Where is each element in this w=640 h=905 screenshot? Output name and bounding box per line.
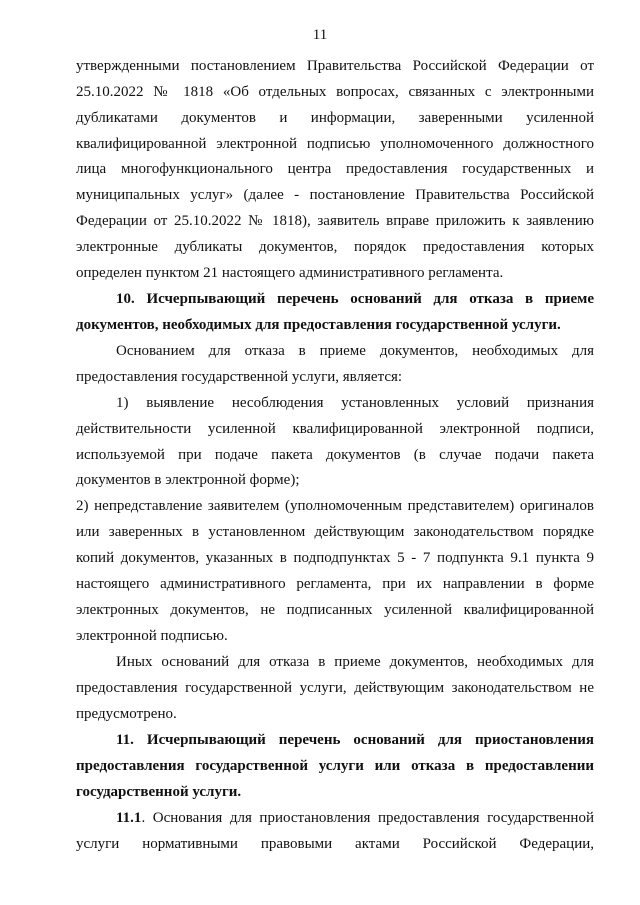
text-line: электронных документов, не подписанных усиленной квалифицированной xyxy=(76,602,594,618)
text-line: Федерации от 25.10.2022 № 1818), заявитель вправе приложить к заявлению xyxy=(76,213,594,229)
section-11-heading: государственной услуги. xyxy=(76,784,242,800)
section-11-heading: предоставления государственной услуги или отказа в предоставлении xyxy=(76,758,594,774)
text-line: услуги нормативными правовыми актами Российской Федерации, xyxy=(76,836,594,852)
page-number: 11 xyxy=(312,27,328,43)
section-10-heading: документов, необходимых для предоставления государственной услуги. xyxy=(76,317,561,333)
text-line: электронные дубликаты документов, порядок предоставления которых xyxy=(76,239,594,255)
text-line: копий документов, указанных в подподпунктах 5 - 7 подпункта 9.1 пункта 9 xyxy=(76,550,594,566)
text-line: или заверенных в установленном действующим законодательством порядке xyxy=(76,524,594,540)
text-line: Основанием для отказа в приеме документов, необходимых для xyxy=(116,343,594,359)
text-line: электронной подписью. xyxy=(76,628,228,644)
text-line: настоящего административного регламента, при их направлении в форме xyxy=(76,576,594,592)
text-line: предоставления государственной услуги, действующим законодательством не xyxy=(76,680,594,696)
text-line: предусмотрено. xyxy=(76,706,177,722)
section-10-heading: 10. Исчерпывающий перечень оснований для отказа в приеме xyxy=(116,291,594,307)
text-line: действительности усиленной квалифицированной электронной подписи, xyxy=(76,421,594,437)
text-line: квалифицированной электронной подписью уполномоченного должностного xyxy=(76,136,594,152)
text-line: лица многофункционального центра предоставления государственных и xyxy=(76,161,594,177)
subsection-11-1 xyxy=(116,809,594,827)
section-11-heading: 11. Исчерпывающий перечень оснований для приостановления xyxy=(116,732,594,748)
text-line: используемой при подаче пакета документов (в случае подачи пакета xyxy=(76,447,594,463)
text-line: утвержденными постановлением Правительства Российской Федерации от xyxy=(76,58,594,74)
text-line: предоставления государственной услуги, является: xyxy=(76,369,403,385)
list-item-1: 1) выявление несоблюдения установленных условий признания xyxy=(116,395,594,411)
text-line: документов в электронной форме); xyxy=(76,472,300,488)
text-line: дубликатами документов и информации, заверенными усиленной xyxy=(76,110,594,126)
list-item-2: 2) непредставление заявителем (уполномоченным представителем) оригиналов xyxy=(76,498,594,514)
text-line: Иных оснований для отказа в приеме документов, необходимых для xyxy=(116,654,594,670)
text-line: . Основания для приостановления предоставления государственной xyxy=(141,810,594,826)
subsection-number: 11.1 xyxy=(116,810,142,826)
text-line: определен пунктом 21 настоящего административного регламента. xyxy=(76,265,504,281)
text-line: муниципальных услуг» (далее - постановление Правительства Российской xyxy=(76,187,594,203)
text-line: 25.10.2022 № 1818 «Об отдельных вопросах, связанных с электронными xyxy=(76,84,594,100)
